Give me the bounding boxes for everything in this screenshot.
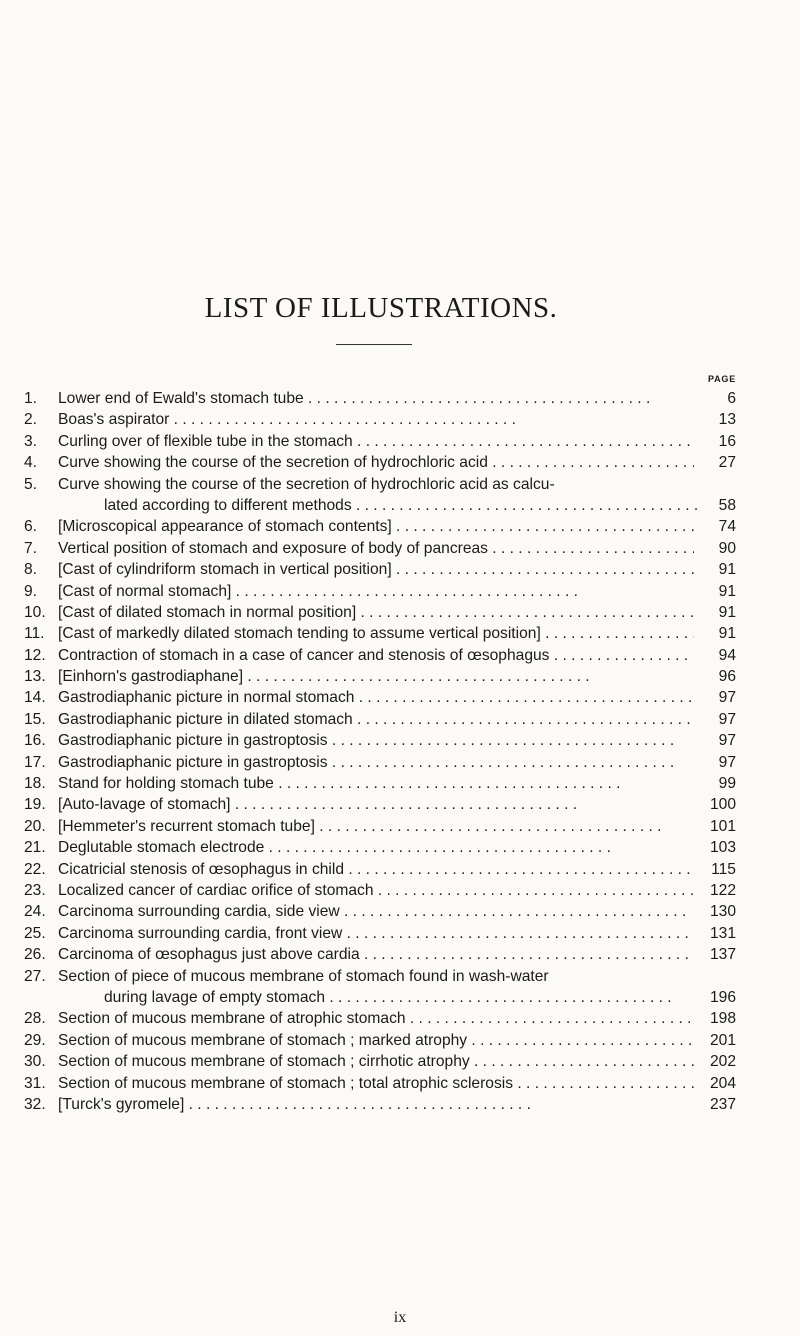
entry-number: 2. [24,411,38,429]
entry-page: 103 [709,839,736,857]
entry-number: 13. [24,668,46,686]
entry-number: 14. [24,689,46,707]
list-item [0,452,800,473]
entry-number: 11. [24,625,45,643]
list-item [0,388,800,409]
list-item [0,794,800,815]
list-item [0,752,800,773]
entry-page: 16 [718,432,736,450]
entry-page: 137 [709,946,736,964]
list-item-continuation [0,987,800,1008]
page-column-label: PAGE [707,374,736,384]
entry-title: Curling over of flexible tube in the stomach . . [58,431,694,452]
entry-number: 26. [24,946,46,964]
entry-title: Vertical position of stomach and exposure of body of pancreas . . [58,538,694,559]
entry-page: 27 [718,454,736,472]
entry-page: 97 [718,689,736,707]
entry-number: 19. [24,796,46,814]
entry-number: 18. [24,775,46,793]
entry-title: Section of mucous membrane of stomach ; total atrophic sclerosis . . [58,1073,694,1094]
entry-title: Lower end of Ewald's stomach tube . . [58,388,694,409]
entry-number: 24. [24,903,46,921]
entry-number: 31. [24,1074,46,1092]
entry-title: Carcinoma of œsophagus just above cardia . . [58,944,694,965]
list-item [0,1008,800,1029]
entry-page: 91 [718,561,736,579]
list-item [0,1051,800,1072]
entry-page: 74 [718,518,736,536]
list-item [0,837,800,858]
title-rule [336,344,412,345]
entry-number: 27. [24,967,46,985]
list-item [0,645,800,666]
entry-page: 130 [709,903,736,921]
entry-title: [Cast of markedly dilated stomach tending to assume vertical position] . . [58,623,694,644]
entry-title: Carcinoma surrounding cardia, front view . . [58,923,694,944]
entry-page: 122 [709,881,736,899]
list-item [0,581,800,602]
illustrations-list [0,388,800,1115]
entry-page: 91 [718,625,736,643]
entry-title: Gastrodiaphanic picture in gastroptosis . . [58,752,694,773]
entry-title: Section of mucous membrane of stomach ; cirrhotic atrophy . . [58,1051,694,1072]
entry-title: Gastrodiaphanic picture in normal stomach . . [58,687,694,708]
entry-number: 8. [24,561,38,579]
entry-title: [Cast of normal stomach] . . [58,581,694,602]
entry-number: 30. [24,1053,46,1071]
entry-number: 25. [24,924,46,942]
list-item [0,623,800,644]
list-item [0,431,800,452]
entry-number: 17. [24,753,46,771]
entry-title: [Einhorn's gastrodiaphane] . . [58,666,694,687]
entry-page: 237 [709,1095,736,1113]
entry-title: [Auto-lavage of stomach] . . [58,794,694,815]
entry-number: 1. [24,390,38,407]
entry-page: 115 [711,860,736,878]
entry-title: [Hemmeter's recurrent stomach tube] . . [58,816,694,837]
entry-number: 6. [24,518,38,536]
list-item [0,901,800,922]
list-item [0,538,800,559]
entry-number: 16. [24,732,46,750]
entry-page: 6 [727,390,736,407]
list-item [0,687,800,708]
list-item [0,516,800,537]
entry-title: Carcinoma surrounding cardia, side view . . [58,901,694,922]
list-item [0,1094,800,1115]
entry-title: [Cast of cylindriform stomach in vertical position] . . [58,559,694,580]
list-item [0,944,800,965]
list-item [0,1073,800,1094]
page-number: ix [393,1309,407,1326]
entry-number: 12. [24,646,46,664]
entry-title: Section of mucous membrane of atrophic stomach . . [58,1008,694,1029]
entry-number: 7. [24,539,38,557]
entry-page: 58 [718,496,736,514]
entry-number: 5. [24,475,38,493]
entry-number: 10. [24,603,46,621]
entry-number: 29. [24,1031,46,1049]
entry-number: 32. [24,1095,46,1113]
entry-page: 131 [709,924,736,942]
list-item-continuation [0,495,800,516]
entry-title: Section of mucous membrane of stomach ; marked atrophy . . [58,1030,694,1051]
entry-page: 201 [709,1031,736,1049]
entry-title: Cicatricial stenosis of œsophagus in child . . [58,859,694,880]
entry-title: Contraction of stomach in a case of cancer and stenosis of œsophagus . . [58,645,694,666]
entry-title: Gastrodiaphanic picture in dilated stomach . . [58,709,694,730]
entry-title: Curve showing the course of the secretion of hydrochloric acid . . [58,452,694,473]
list-item [0,773,800,794]
entry-page: 100 [709,796,736,814]
entry-page: 13 [718,411,736,429]
entry-title: [Microscopical appearance of stomach contents] . . [58,516,694,537]
entry-title: Deglutable stomach electrode . . [58,837,694,858]
entry-number: 15. [24,710,46,728]
entry-page: 202 [709,1053,736,1071]
entry-title: Stand for holding stomach tube . . [58,773,694,794]
entry-title: Curve showing the course of the secretion of hydrochloric acid as calcu- [58,475,555,493]
entry-number: 28. [24,1010,46,1028]
entry-number: 4. [24,454,38,472]
list-item [0,816,800,837]
entry-page: 91 [718,582,736,600]
entry-number: 22. [24,860,46,878]
list-item [0,666,800,687]
entry-page: 196 [709,988,736,1006]
entry-page: 96 [718,668,736,686]
list-item [0,409,800,430]
entry-page: 101 [709,817,736,835]
list-item [0,859,800,880]
entry-page: 99 [718,775,736,793]
entry-title: [Cast of dilated stomach in normal position] . . [58,602,694,623]
list-item [0,709,800,730]
entry-page: 204 [709,1074,736,1092]
entry-title-continued: lated according to different methods . . [104,495,740,516]
entry-page: 97 [718,710,736,728]
entry-title: [Turck's gyromele] . . [58,1094,694,1115]
list-item [0,474,800,495]
list-item [0,559,800,580]
list-item [0,602,800,623]
list-item [0,966,800,987]
entry-title-continued: during lavage of empty stomach . . [104,987,740,1008]
list-item [0,1030,800,1051]
entry-number: 21. [24,839,46,857]
list-item [0,880,800,901]
entry-title: Localized cancer of cardiac orifice of stomach . . [58,880,694,901]
entry-number: 9. [24,582,38,600]
entry-number: 3. [24,432,38,450]
list-item [0,730,800,751]
entry-number: 23. [24,881,46,899]
entry-page: 94 [718,646,736,664]
entry-page: 91 [718,603,736,621]
entry-page: 97 [718,732,736,750]
page-title: LIST OF ILLUSTRATIONS. [204,292,558,324]
entry-title: Boas's aspirator . . [58,409,694,430]
entry-page: 90 [718,539,736,557]
entry-page: 198 [709,1010,736,1028]
entry-number: 20. [24,817,46,835]
entry-title: Section of piece of mucous membrane of stomach found in wash-water [58,967,549,985]
entry-title: Gastrodiaphanic picture in gastroptosis . . [58,730,694,751]
list-item [0,923,800,944]
entry-page: 97 [718,753,736,771]
